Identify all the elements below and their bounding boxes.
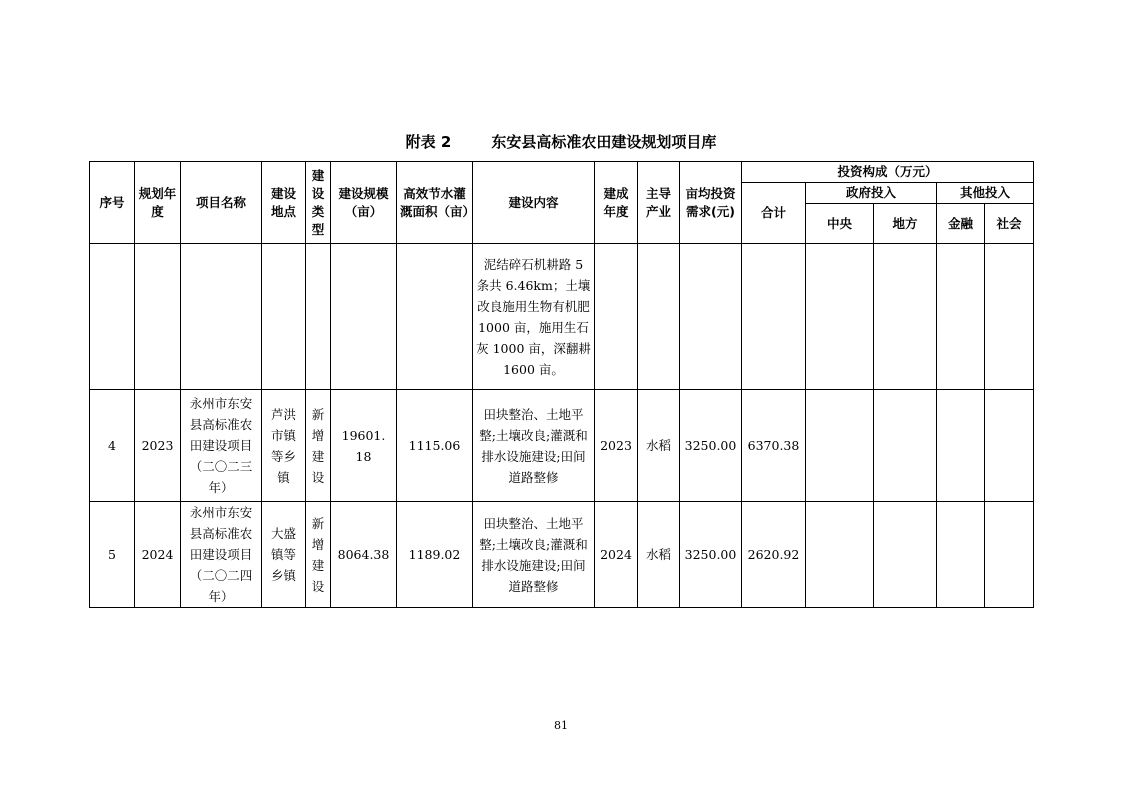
header-irrigation: 高效节水灌溉面积（亩） xyxy=(397,162,473,244)
per-mu-cell: 3250.00 xyxy=(680,390,742,502)
header-local: 地方 xyxy=(874,204,937,244)
build-year-cell: 2023 xyxy=(595,390,638,502)
scale-cell: 8064.38 xyxy=(331,502,397,608)
year-cell: 2023 xyxy=(135,390,181,502)
type-cell: 新增建设 xyxy=(306,502,331,608)
header-content: 建设内容 xyxy=(473,162,595,244)
table-row-continued xyxy=(90,244,1034,390)
local-cell xyxy=(874,502,937,608)
finance-cell xyxy=(937,390,985,502)
table-row xyxy=(90,390,1034,502)
central-cell xyxy=(806,502,874,608)
finance-cell xyxy=(937,502,985,608)
header-society: 社会 xyxy=(985,204,1034,244)
header-gov: 政府投入 xyxy=(806,183,937,204)
content-cell: 田块整治、土地平整;土壤改良;灌溉和排水设施建设;田间道路整修 xyxy=(473,390,595,502)
total-cell: 6370.38 xyxy=(742,390,806,502)
header-scale: 建设规模（亩） xyxy=(331,162,397,244)
seq-cell: 4 xyxy=(90,390,135,502)
central-cell xyxy=(806,390,874,502)
industry-cell: 水稻 xyxy=(638,390,680,502)
table-label: 附表 2 xyxy=(405,133,452,151)
total-cell: 2620.92 xyxy=(742,502,806,608)
irrigation-cell: 1189.02 xyxy=(397,502,473,608)
content-cell: 泥结碎石机耕路 5 条共 6.46km；土壤改良施用生物有机肥 1000 亩，施用生石灰 1000 亩，深翻耕 1600 亩。 xyxy=(473,244,595,390)
header-seq: 序号 xyxy=(90,162,135,244)
location-cell: 大盛镇等乡镇 xyxy=(262,502,306,608)
header-type: 建设类型 xyxy=(306,162,331,244)
name-cell: 永州市东安县高标准农田建设项目（二〇二四年） xyxy=(181,502,262,608)
irrigation-cell: 1115.06 xyxy=(397,390,473,502)
content-cell: 田块整治、土地平整;土壤改良;灌溉和排水设施建设;田间道路整修 xyxy=(473,502,595,608)
header-finance: 金融 xyxy=(937,204,985,244)
project-table xyxy=(89,161,1034,608)
header-build-year: 建成年度 xyxy=(595,162,638,244)
table-row xyxy=(90,502,1034,608)
type-cell: 新增建设 xyxy=(306,390,331,502)
name-cell: 永州市东安县高标准农田建设项目（二〇二三年） xyxy=(181,390,262,502)
location-cell: 芦洪市镇等乡镇 xyxy=(262,390,306,502)
year-cell: 2024 xyxy=(135,502,181,608)
page-number: 81 xyxy=(554,719,568,732)
header-name: 项目名称 xyxy=(181,162,262,244)
header-total: 合计 xyxy=(742,183,806,244)
table-name: 东安县高标准农田建设规划项目库 xyxy=(491,133,717,151)
per-mu-cell: 3250.00 xyxy=(680,502,742,608)
header-row-1 xyxy=(90,162,1034,183)
industry-cell: 水稻 xyxy=(638,502,680,608)
header-investment: 投资构成（万元） xyxy=(742,162,1034,183)
scale-cell xyxy=(331,390,397,502)
table-title xyxy=(0,131,1122,152)
header-year: 规划年度 xyxy=(135,162,181,244)
society-cell xyxy=(985,502,1034,608)
scale-value: 19601.18 xyxy=(341,427,386,464)
header-central: 中央 xyxy=(806,204,874,244)
header-location: 建设地点 xyxy=(262,162,306,244)
build-year-cell: 2024 xyxy=(595,502,638,608)
header-industry: 主导产业 xyxy=(638,162,680,244)
header-per-mu: 亩均投资需求(元) xyxy=(680,162,742,244)
seq-cell: 5 xyxy=(90,502,135,608)
society-cell xyxy=(985,390,1034,502)
header-other: 其他投入 xyxy=(937,183,1034,204)
local-cell xyxy=(874,390,937,502)
